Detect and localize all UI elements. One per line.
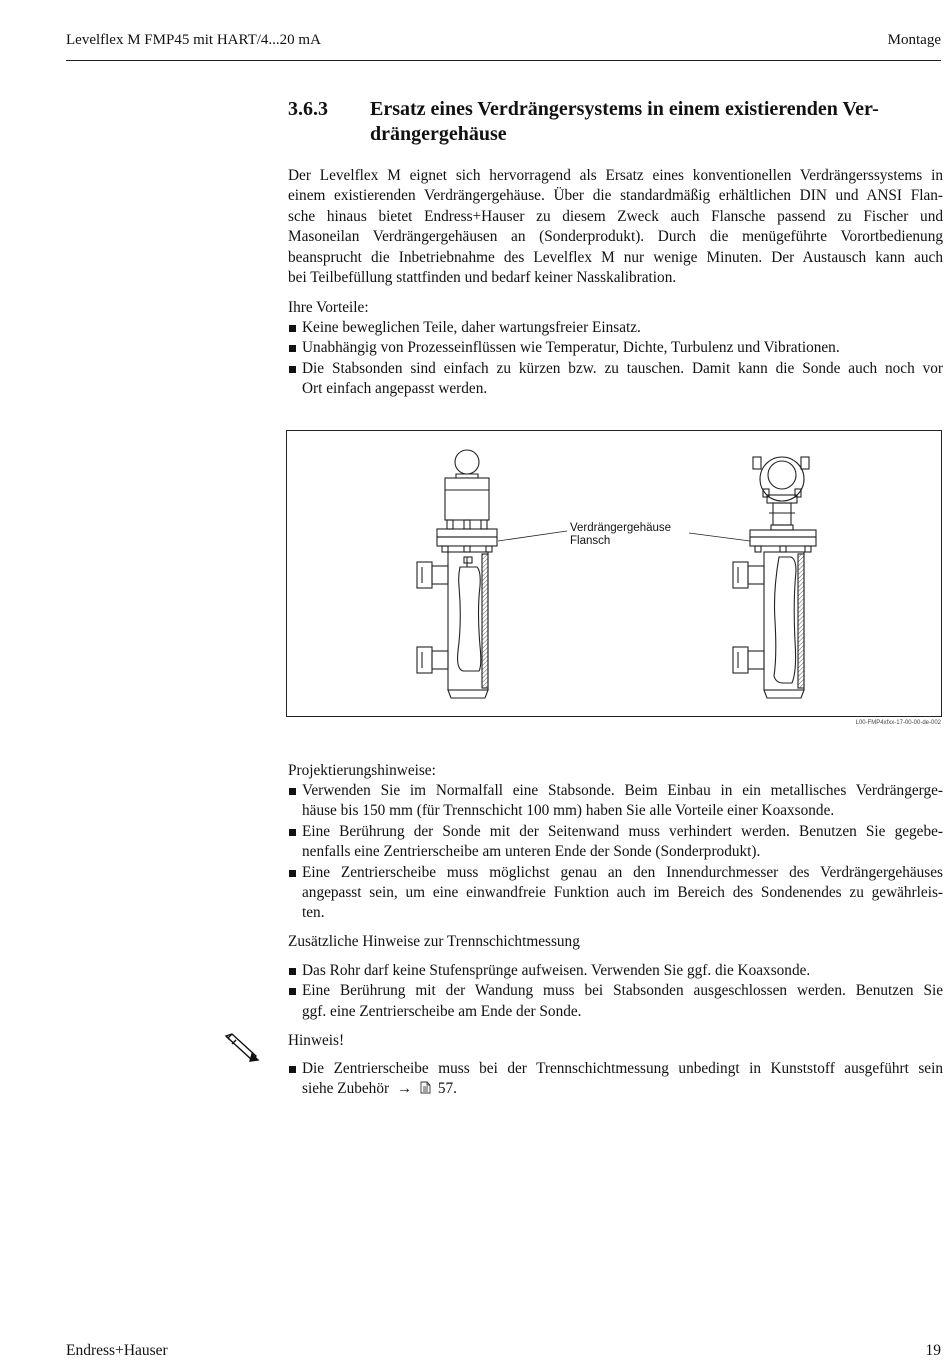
figure-callout (570, 522, 671, 548)
callout-line: Verdrängergehäuse (570, 522, 672, 534)
planning-notes-list (288, 781, 943, 924)
footer-page-number: 19 (925, 1342, 941, 1359)
header-document-title: Levelflex M FMP45 mit HART/4...20 mA (66, 32, 321, 48)
list-item-text: Das Rohr darf keine Stufensprünge aufweisen. Verwenden Sie ggf. die Koaxsonde. (302, 962, 811, 979)
list-item (288, 822, 943, 863)
list-item (288, 1059, 943, 1100)
figure-frame (286, 430, 942, 717)
planning-notes-label: Projektierungshinweise: (288, 762, 436, 779)
levelflex-replacement-drawing (733, 457, 816, 698)
list-item-text: häuse bis 150 mm (für Trennschicht 100 mm) haben Sie alle Vorteile einer Koaxsonde. (302, 802, 835, 820)
list-item-text: Die Zentrierscheibe muss bei der Trennschichtmessung unbedingt in Kunststoff ausgeführt sein (302, 1060, 943, 1077)
intro-line: beansprucht die Inbetriebnahme des Levelflex M nur wenige Minuten. Der Austausch kann auch (288, 248, 943, 266)
list-item (288, 318, 943, 338)
list-item-text: Ort einfach angepasst werden. (302, 380, 488, 398)
displacer-housing-illustration (287, 431, 941, 716)
intro-line: Masoneilan Verdrängergehäusen an (Sonderprodukt). Durch die menügeführte Vorortbedienung (288, 228, 943, 246)
section-title-line: Ersatz eines Verdrängersystems in einem existierenden Ver- (370, 98, 879, 120)
list-item (288, 981, 943, 1022)
interface-notes-list (288, 961, 943, 1022)
advantages-label: Ihre Vorteile: (288, 299, 369, 316)
list-item-text: Eine Berührung mit der Wandung muss bei Stabsonden ausgeschlossen werden. Benutzen Sie (302, 982, 943, 1000)
page-icon (420, 1081, 431, 1094)
intro-line: Der Levelflex M eignet sich hervorragend als Ersatz eines konventionellen Verdrängerssystems in (288, 167, 943, 184)
list-item (288, 338, 943, 358)
figure-code: L00-FMP4xfxx-17-00-00-de-002 (855, 720, 941, 726)
list-item-text: Eine Zentrierscheibe muss möglichst genau an den Innendurchmesser des Verdrängergehäuses (302, 863, 943, 881)
list-item-text: Keine beweglichen Teile, daher wartungsfreier Einsatz. (302, 319, 641, 336)
section-number: 3.6.3 (288, 98, 328, 120)
footer-company: Endress+Hauser (66, 1342, 168, 1359)
note-label: Hinweis! (288, 1032, 345, 1049)
leader-line-left (498, 531, 567, 541)
list-item-text: Die Stabsonden sind einfach zu kürzen bzw. zu tauschen. Damit kann die Sonde auch noch vor (302, 359, 943, 377)
header-rule (66, 60, 941, 61)
list-item-text: nenfalls eine Zentrierscheibe am unteren Ende der Sonde (Sonderprodukt). (302, 843, 761, 861)
displacer-system-drawing (417, 450, 497, 698)
list-item-text: Unabhängig von Prozesseinflüssen wie Temperatur, Dichte, Turbulenz und Vibrationen. (302, 339, 840, 357)
arrow-icon: → (396, 1080, 413, 1098)
intro-line: einem existierenden Verdrängergehäuse. Über die standardmäßig erhältlichen DIN und ANSI Flan- (288, 187, 943, 205)
section-title (370, 97, 930, 147)
list-item-text: Verwenden Sie im Normalfall eine Stabsonde. Beim Einbau in ein metallisches Verdrängerge- (302, 782, 943, 799)
intro-paragraph (288, 166, 943, 288)
list-item-text: ten. (302, 904, 325, 922)
advantages-list (288, 318, 943, 400)
list-item-text (302, 1079, 943, 1099)
intro-line: bei Teilbefüllung stattfinden und bedarf keiner Nasskalibration. (288, 269, 677, 287)
note-reference-text: siehe Zubehör (302, 1080, 390, 1098)
note-list (288, 1059, 943, 1100)
list-item (288, 961, 943, 981)
list-item (288, 863, 943, 924)
pencil-icon (222, 1032, 260, 1062)
list-item (288, 781, 943, 822)
page-reference-number: 57. (437, 1080, 457, 1098)
header-chapter-name: Montage (887, 32, 941, 48)
list-item-text: Eine Berührung der Sonde mit der Seitenwand muss verhindert werden. Benutzen Sie gegebe- (302, 822, 943, 840)
list-item (288, 359, 943, 400)
list-item-text: angepasst sein, um eine einwandfreie Funktion auch im Bereich des Sondenendes zu gewährleis- (302, 884, 943, 902)
callout-line: Flansch (570, 535, 611, 547)
intro-line: sche hinaus bietet Endress+Hauser zu diesem Zweck auch Flansche passend zu Fischer und (288, 207, 943, 225)
section-title-line: drängergehäuse (370, 123, 507, 145)
interface-notes-label: Zusätzliche Hinweise zur Trennschichtmessung (288, 933, 580, 950)
list-item-text: ggf. eine Zentrierscheibe am Ende der Sonde. (302, 1002, 582, 1020)
leader-line-right (689, 533, 750, 541)
